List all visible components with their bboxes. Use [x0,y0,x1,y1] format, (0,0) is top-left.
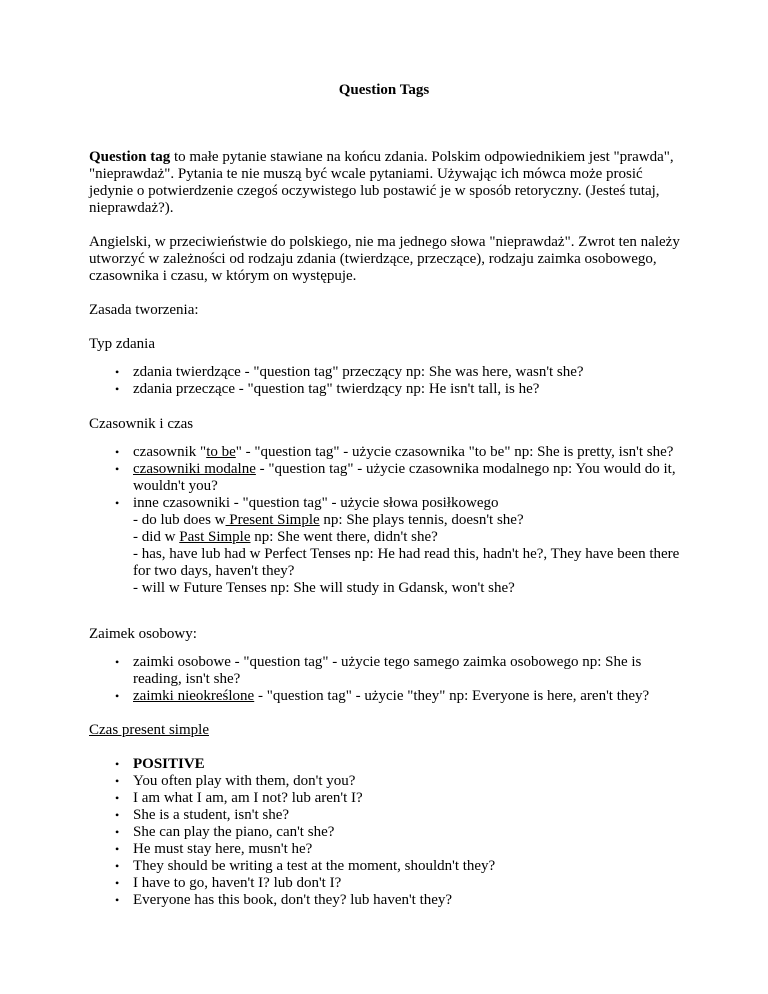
present-simple-link[interactable]: Present Simple [225,512,320,528]
indefinite-pronouns-link[interactable]: zaimki nieokreślone [133,688,255,704]
sentence-type-heading: Typ zdania [89,336,156,352]
item-text: np: She plays tennis, doesn't she? [319,512,524,528]
list-item: • I am what I am, am I not? lub aren't I? [89,790,689,807]
sentence-type-list [89,364,689,398]
past-simple-link[interactable]: Past Simple [179,529,251,545]
list-item [89,688,689,705]
intro-term: Question tag [89,149,171,165]
to-be-link[interactable]: to be [206,444,236,460]
item-text: inne czasowniki - "question tag" - użycie słowa posiłkowego [133,495,499,511]
item-text: np: She went there, didn't she? [250,529,438,545]
item-text: - "question tag" - użycie "they" np: Everyone is here, aren't they? [254,688,650,704]
rule-heading: Zasada tworzenia: [89,302,199,318]
item-text: " - "question tag" - użycie czasownika "to be" np: She is pretty, isn't she? [235,444,674,460]
item-text: - did w [133,529,180,545]
pronoun-list [89,654,689,705]
list-item: • Everyone has this book, don't they? lub haven't they? [89,892,689,909]
explanation-paragraph: Angielski, w przeciwieństwie do polskiego, nie ma jednego słowa "nieprawdaż". Zwrot ten należy utworzyć w zależności od rodzaju zdania (twierdzące, przeczące), rodzaju zaimka osobowego, czasownika i czasu, w którym on występuje. [89,234,680,284]
item-text: - do lub does w [133,512,226,528]
intro-paragraph [89,149,689,217]
modal-verbs-link[interactable]: czasowniki modalne [133,461,256,477]
list-item [89,461,689,495]
present-simple-list [89,756,689,909]
list-item [89,756,689,773]
verb-tense-list [89,444,689,597]
list-item: • He must stay here, musn't he? [89,841,689,858]
list-item [89,444,689,461]
list-item: • zdania twierdzące - "question tag" przeczący np: She was here, wasn't she? [89,364,689,381]
list-item: • She can play the piano, can't she? [89,824,689,841]
intro-text: to małe pytanie stawiane na końcu zdania. Polskim odpowiednikiem jest "prawda", "nieprawdaż". Pytania te nie muszą być wcale pytaniami. Używając ich mówca może prosić jedynie o potwierdzenie czegoś oczywistego lub postawić je w sposób retoryczny. (Jesteś tutaj, nieprawdaż?). [89,149,674,216]
verb-tense-heading: Czasownik i czas [89,416,194,432]
item-text: - has, have lub had w Perfect Tenses np: He had read this, hadn't he?, They have been there for two days, haven't they? [133,546,680,579]
item-text: - "question tag" - użycie czasownika modalnego np: You would do it, wouldn't you? [133,461,676,494]
list-item: • zaimki osobowe - "question tag" - użycie tego samego zaimka osobowego np: She is reading, isn't she? [89,654,689,688]
present-simple-heading-link[interactable]: Czas present simple [89,722,209,738]
page-title: Question Tags [338,82,430,98]
list-item: • She is a student, isn't she? [89,807,689,824]
list-item: • I have to go, haven't I? lub don't I? [89,875,689,892]
present-simple-heading[interactable] [89,722,689,739]
item-text: - will w Future Tenses np: She will study in Gdansk, won't she? [133,580,515,596]
list-item: • You often play with them, don't you? [89,773,689,790]
positive-label: POSITIVE [133,756,205,772]
list-item: • zdania przeczące - "question tag" twierdzący np: He isn't tall, is he? [89,381,689,398]
list-item: • They should be writing a test at the moment, shouldn't they? [89,858,689,875]
pronoun-heading: Zaimek osobowy: [89,626,197,642]
list-item [89,495,689,597]
item-text: czasownik " [133,444,207,460]
